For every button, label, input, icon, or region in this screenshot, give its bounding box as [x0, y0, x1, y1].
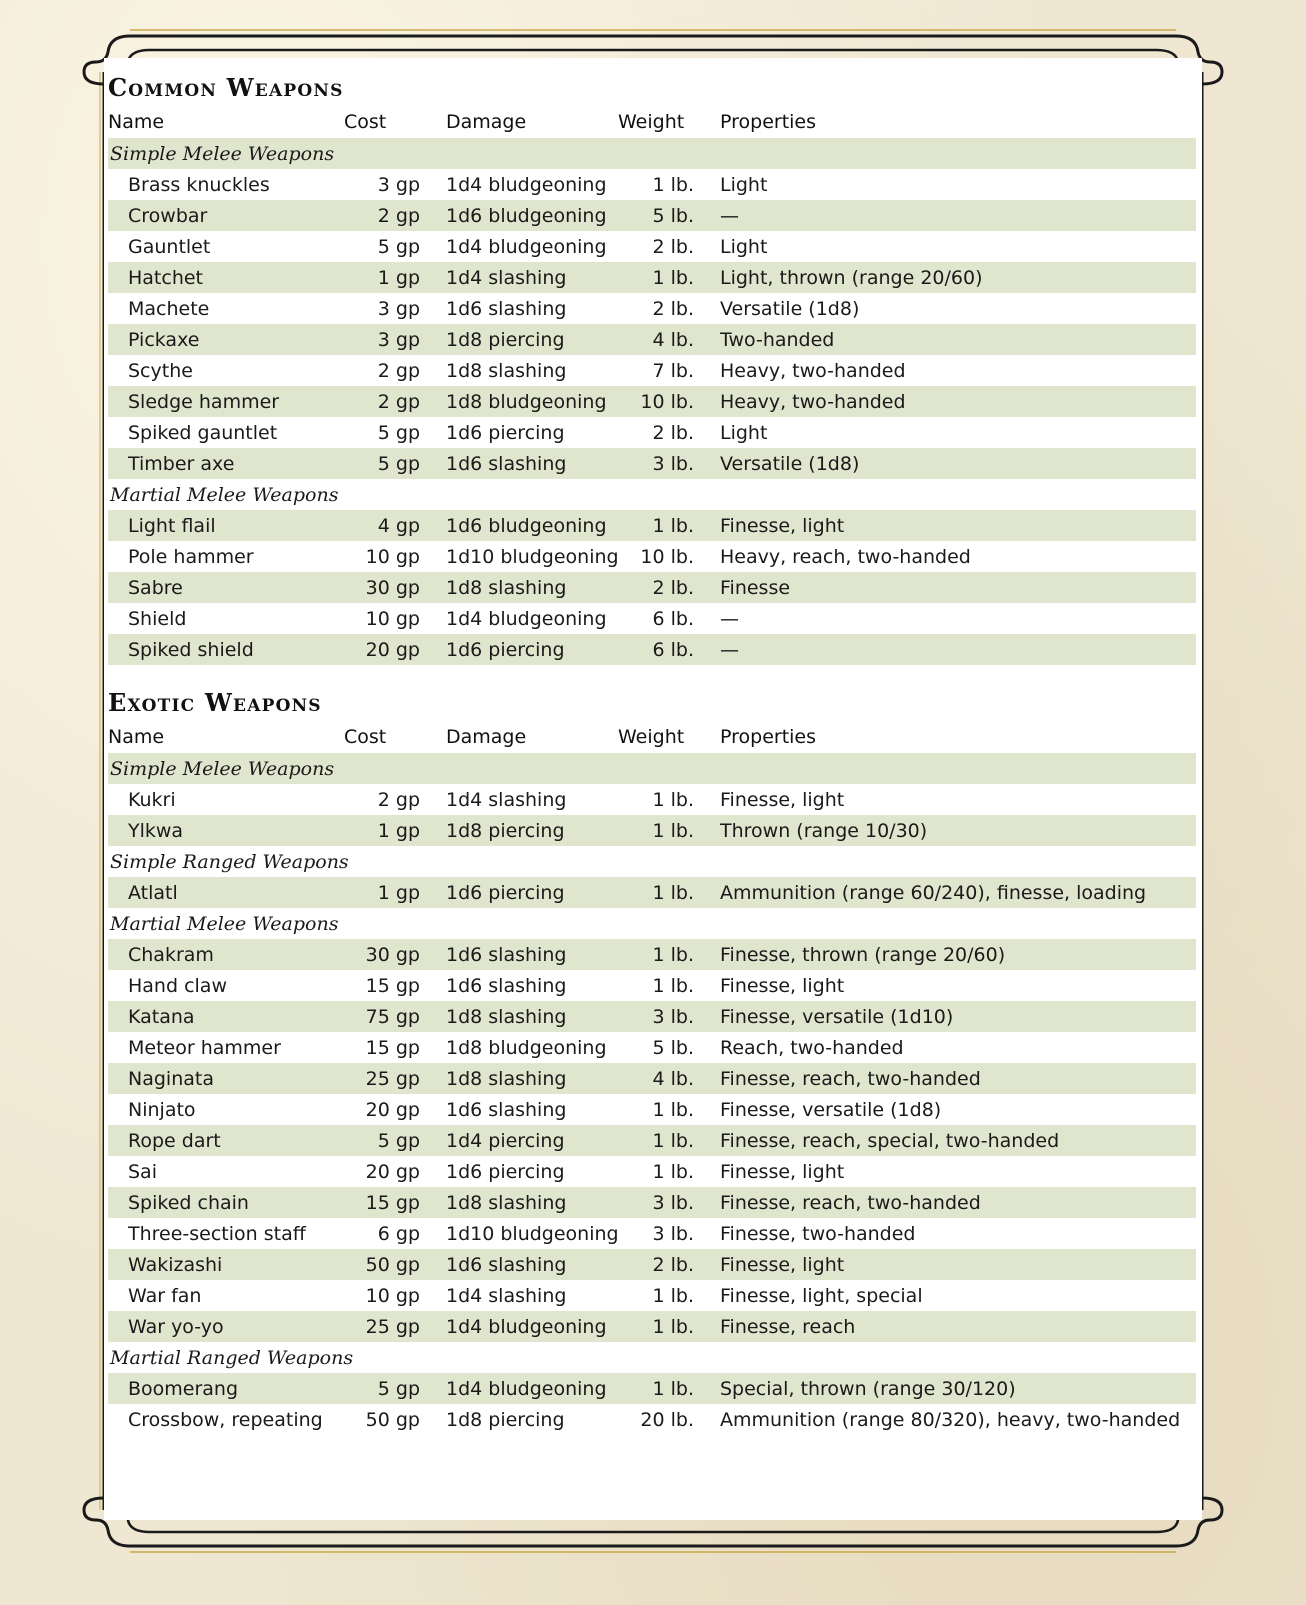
table-row [108, 355, 1196, 386]
cell-cost: 2 gp [344, 200, 442, 231]
table-row [108, 877, 1196, 908]
cell-name: Gauntlet [128, 235, 211, 258]
cell-cost: 3 gp [377, 173, 420, 196]
cell-cost: 2 gp [377, 788, 420, 811]
cell-name: Pole hammer [128, 545, 254, 568]
cell-damage: 1d4 piercing [442, 1125, 618, 1156]
cell-damage: 1d6 slashing [446, 1098, 567, 1121]
cell-name: Crossbow, repeating [128, 1408, 323, 1431]
cell-weight: 3 lb. [618, 1187, 716, 1218]
category-row [108, 1342, 1196, 1373]
cell-weight: 1 lb. [652, 1160, 694, 1183]
category-label: Simple Melee Weapons [108, 138, 1196, 169]
column-header-cost: Cost [344, 726, 387, 748]
table-row [108, 572, 1196, 603]
table-row [108, 1311, 1196, 1342]
cell-cost: 15 gp [365, 1036, 420, 1059]
cell-damage: 1d6 piercing [442, 877, 618, 908]
cell-properties: Finesse, light, special [720, 1284, 923, 1307]
column-header-weight: Weight [618, 726, 685, 748]
cell-name: Kukri [128, 788, 176, 811]
cell-damage: 1d6 slashing [442, 1249, 618, 1280]
cell-weight: 5 lb. [652, 1036, 694, 1059]
cell-cost: 10 gp [365, 607, 420, 630]
cell-properties: Finesse, light [716, 1249, 1196, 1280]
category-row [108, 138, 1196, 169]
cell-properties: Heavy, two-handed [720, 359, 906, 382]
cell-cost: 2 gp [377, 359, 420, 382]
cell-damage: 1d8 slashing [442, 1063, 618, 1094]
cell-cost: 50 gp [344, 1249, 442, 1280]
cell-weight: 1 lb. [618, 1373, 716, 1404]
column-header-properties: Properties [720, 111, 817, 133]
cell-name: Meteor hammer [128, 1036, 281, 1059]
cell-properties: Versatile (1d8) [720, 297, 860, 320]
cell-weight: 10 lb. [618, 386, 716, 417]
cell-cost: 30 gp [344, 572, 442, 603]
cell-weight: 1 lb. [652, 974, 694, 997]
cell-damage: 1d4 bludgeoning [446, 607, 607, 630]
cell-weight: 2 lb. [652, 235, 694, 258]
cell-properties: Finesse, reach, special, two-handed [716, 1125, 1196, 1156]
section-title: Common Weapons [108, 73, 344, 102]
cell-properties: Finesse, versatile (1d8) [720, 1098, 942, 1121]
cell-weight: 1 lb. [618, 1125, 716, 1156]
cell-damage: 1d8 bludgeoning [442, 386, 618, 417]
cell-weight: 1 lb. [652, 1098, 694, 1121]
table-header-row [108, 106, 1196, 138]
cell-weight: 1 lb. [618, 262, 716, 293]
cell-cost: 5 gp [377, 235, 420, 258]
category-row [108, 846, 1196, 877]
cell-damage: 1d4 slashing [442, 262, 618, 293]
cell-name: Pickaxe [108, 324, 344, 355]
table-row [108, 1404, 1196, 1435]
cell-properties: Finesse, two-handed [720, 1222, 916, 1245]
cell-cost: 1 gp [344, 262, 442, 293]
table-row [108, 1187, 1196, 1218]
cell-damage: 1d6 slashing [442, 939, 618, 970]
cell-name: Shield [128, 607, 187, 630]
cell-cost: 10 gp [365, 1284, 420, 1307]
cell-name: Chakram [108, 939, 344, 970]
cell-properties: Heavy, two-handed [716, 386, 1196, 417]
column-header-properties: Properties [720, 726, 817, 748]
cell-cost: 30 gp [344, 939, 442, 970]
cell-name: Sabre [108, 572, 344, 603]
cell-properties: Ammunition (range 80/320), heavy, two-handed [720, 1408, 1181, 1431]
cell-name: Naginata [108, 1063, 344, 1094]
cell-name: Machete [128, 297, 210, 320]
cell-name: Sledge hammer [108, 386, 344, 417]
cell-name: War yo-yo [108, 1311, 344, 1342]
table-row [108, 262, 1196, 293]
cell-name: Katana [108, 1001, 344, 1032]
cell-weight: 1 lb. [618, 510, 716, 541]
cell-properties: — [720, 607, 739, 630]
cell-name: Light flail [108, 510, 344, 541]
table-row [108, 417, 1196, 448]
table-row [108, 510, 1196, 541]
cell-properties: Finesse, reach [716, 1311, 1196, 1342]
cell-name: Three-section staff [128, 1222, 306, 1245]
cell-damage: 1d8 slashing [442, 1001, 618, 1032]
cell-weight: 1 lb. [618, 939, 716, 970]
table-row [108, 231, 1196, 262]
cell-damage: 1d6 piercing [446, 421, 565, 444]
cell-properties: Finesse, reach, two-handed [716, 1063, 1196, 1094]
cell-cost: 3 gp [344, 324, 442, 355]
table-row [108, 541, 1196, 572]
cell-properties: Versatile (1d8) [716, 448, 1196, 479]
cell-damage: 1d4 bludgeoning [446, 235, 607, 258]
table-row [108, 1094, 1196, 1125]
table-row [108, 1373, 1196, 1404]
table-row [108, 1001, 1196, 1032]
weapons-table [108, 721, 1196, 1435]
cell-weight: 6 lb. [652, 607, 694, 630]
table-header-row [108, 721, 1196, 753]
cell-properties: Light [720, 173, 768, 196]
table-row [108, 1218, 1196, 1249]
cell-damage: 1d6 piercing [446, 1160, 565, 1183]
category-row [108, 908, 1196, 939]
cell-cost: 1 gp [344, 877, 442, 908]
cell-weight: 1 lb. [618, 815, 716, 846]
cell-cost: 3 gp [377, 297, 420, 320]
cell-name: Spiked shield [108, 634, 344, 665]
weapons-table [108, 106, 1196, 665]
table-row [108, 1032, 1196, 1063]
cell-damage: 1d10 bludgeoning [446, 1222, 619, 1245]
cell-properties: Light, thrown (range 20/60) [716, 262, 1196, 293]
cell-name: Brass knuckles [128, 173, 270, 196]
cell-weight: 4 lb. [618, 324, 716, 355]
cell-cost: 20 gp [365, 1160, 420, 1183]
cell-weight: 3 lb. [618, 448, 716, 479]
category-label: Simple Ranged Weapons [110, 850, 349, 873]
cell-cost: 5 gp [344, 1125, 442, 1156]
cell-weight: 1 lb. [618, 877, 716, 908]
column-header-name: Name [108, 111, 165, 133]
column-header-name: Name [108, 726, 165, 748]
cell-weight: 6 lb. [618, 634, 716, 665]
cell-damage: 1d8 piercing [442, 815, 618, 846]
table-row [108, 1125, 1196, 1156]
cell-weight: 7 lb. [652, 359, 694, 382]
weapons-document [108, 70, 1198, 1455]
cell-weight: 1 lb. [618, 1311, 716, 1342]
cell-damage: 1d8 piercing [446, 1408, 565, 1431]
table-row [108, 603, 1196, 634]
table-row [108, 634, 1196, 665]
cell-properties: Light [720, 235, 768, 258]
cell-weight: 2 lb. [652, 297, 694, 320]
cell-damage: 1d6 piercing [442, 634, 618, 665]
category-label: Martial Melee Weapons [110, 483, 339, 506]
cell-damage: 1d10 bludgeoning [446, 545, 619, 568]
cell-properties: Finesse, light [720, 788, 845, 811]
cell-properties: Finesse, light [720, 974, 845, 997]
cell-cost: 25 gp [344, 1063, 442, 1094]
cell-damage: 1d8 slashing [446, 359, 567, 382]
cell-damage: 1d4 slashing [446, 1284, 567, 1307]
cell-properties: Finesse, thrown (range 20/60) [716, 939, 1196, 970]
cell-properties: Finesse, versatile (1d10) [716, 1001, 1196, 1032]
table-row [108, 1063, 1196, 1094]
cell-cost: 15 gp [344, 1187, 442, 1218]
table-row [108, 815, 1196, 846]
cell-damage: 1d6 slashing [446, 297, 567, 320]
cell-properties: Finesse, light [716, 510, 1196, 541]
cell-damage: 1d8 slashing [442, 1187, 618, 1218]
cell-properties: Finesse, reach, two-handed [716, 1187, 1196, 1218]
cell-properties: Reach, two-handed [720, 1036, 904, 1059]
table-row [108, 1249, 1196, 1280]
cell-cost: 2 gp [344, 386, 442, 417]
column-header-damage: Damage [446, 111, 527, 133]
cell-properties: Two-handed [716, 324, 1196, 355]
cell-damage: 1d6 slashing [446, 974, 567, 997]
cell-name: Spiked gauntlet [128, 421, 278, 444]
cell-damage: 1d4 bludgeoning [446, 173, 607, 196]
cell-cost: 20 gp [365, 1098, 420, 1121]
cell-weight: 2 lb. [618, 1249, 716, 1280]
cell-name: Sai [128, 1160, 157, 1183]
cell-cost: 4 gp [344, 510, 442, 541]
cell-name: Hand claw [128, 974, 227, 997]
cell-cost: 5 gp [377, 421, 420, 444]
cell-cost: 1 gp [344, 815, 442, 846]
table-row [108, 939, 1196, 970]
cell-weight: 2 lb. [652, 421, 694, 444]
category-label: Martial Ranged Weapons [110, 1346, 354, 1369]
cell-damage: 1d4 bludgeoning [442, 1311, 618, 1342]
cell-weight: 20 lb. [640, 1408, 694, 1431]
cell-name: Ninjato [128, 1098, 196, 1121]
cell-name: Rope dart [108, 1125, 344, 1156]
cell-properties: Thrown (range 10/30) [716, 815, 1196, 846]
cell-name: Hatchet [108, 262, 344, 293]
table-row [108, 293, 1196, 324]
cell-properties: Heavy, reach, two-handed [720, 545, 971, 568]
category-row [108, 753, 1196, 784]
cell-weight: 1 lb. [652, 173, 694, 196]
cell-weight: 1 lb. [652, 1284, 694, 1307]
section-title: Exotic Weapons [108, 688, 322, 717]
cell-damage: 1d8 bludgeoning [446, 1036, 607, 1059]
category-label: Simple Melee Weapons [108, 753, 1196, 784]
cell-damage: 1d6 bludgeoning [442, 510, 618, 541]
cell-cost: 10 gp [365, 545, 420, 568]
cell-properties: — [716, 634, 1196, 665]
cell-cost: 50 gp [365, 1408, 420, 1431]
cell-name: Timber axe [108, 448, 344, 479]
cell-name: Wakizashi [108, 1249, 344, 1280]
cell-damage: 1d8 slashing [442, 572, 618, 603]
cell-name: Crowbar [108, 200, 344, 231]
cell-weight: 1 lb. [652, 788, 694, 811]
cell-properties: Ammunition (range 60/240), finesse, loading [716, 877, 1196, 908]
cell-damage: 1d8 piercing [442, 324, 618, 355]
cell-weight: 3 lb. [652, 1222, 694, 1245]
cell-damage: 1d4 bludgeoning [442, 1373, 618, 1404]
cell-weight: 4 lb. [618, 1063, 716, 1094]
table-row [108, 1280, 1196, 1311]
cell-cost: 25 gp [344, 1311, 442, 1342]
table-row [108, 1156, 1196, 1187]
table-row [108, 169, 1196, 200]
cell-properties: — [716, 200, 1196, 231]
column-header-cost: Cost [344, 111, 387, 133]
cell-name: Ylkwa [108, 815, 344, 846]
cell-cost: 5 gp [344, 448, 442, 479]
cell-cost: 6 gp [377, 1222, 420, 1245]
cell-weight: 10 lb. [640, 545, 694, 568]
cell-cost: 5 gp [344, 1373, 442, 1404]
table-row [108, 200, 1196, 231]
table-row [108, 784, 1196, 815]
table-row [108, 324, 1196, 355]
cell-properties: Special, thrown (range 30/120) [716, 1373, 1196, 1404]
category-row [108, 479, 1196, 510]
cell-cost: 75 gp [344, 1001, 442, 1032]
table-row [108, 970, 1196, 1001]
cell-name: Spiked chain [108, 1187, 344, 1218]
cell-weight: 2 lb. [618, 572, 716, 603]
table-row [108, 448, 1196, 479]
cell-cost: 20 gp [344, 634, 442, 665]
cell-cost: 15 gp [365, 974, 420, 997]
cell-name: Scythe [128, 359, 193, 382]
column-header-weight: Weight [618, 111, 685, 133]
cell-name: Boomerang [108, 1373, 344, 1404]
cell-weight: 5 lb. [618, 200, 716, 231]
cell-name: Atlatl [108, 877, 344, 908]
cell-damage: 1d4 slashing [446, 788, 567, 811]
cell-damage: 1d6 bludgeoning [442, 200, 618, 231]
cell-weight: 3 lb. [618, 1001, 716, 1032]
cell-name: War fan [128, 1284, 202, 1307]
cell-properties: Finesse, light [720, 1160, 845, 1183]
cell-properties: Finesse [716, 572, 1196, 603]
category-label: Martial Melee Weapons [110, 912, 339, 935]
cell-properties: Light [720, 421, 768, 444]
table-row [108, 386, 1196, 417]
column-header-damage: Damage [446, 726, 527, 748]
cell-damage: 1d6 slashing [442, 448, 618, 479]
